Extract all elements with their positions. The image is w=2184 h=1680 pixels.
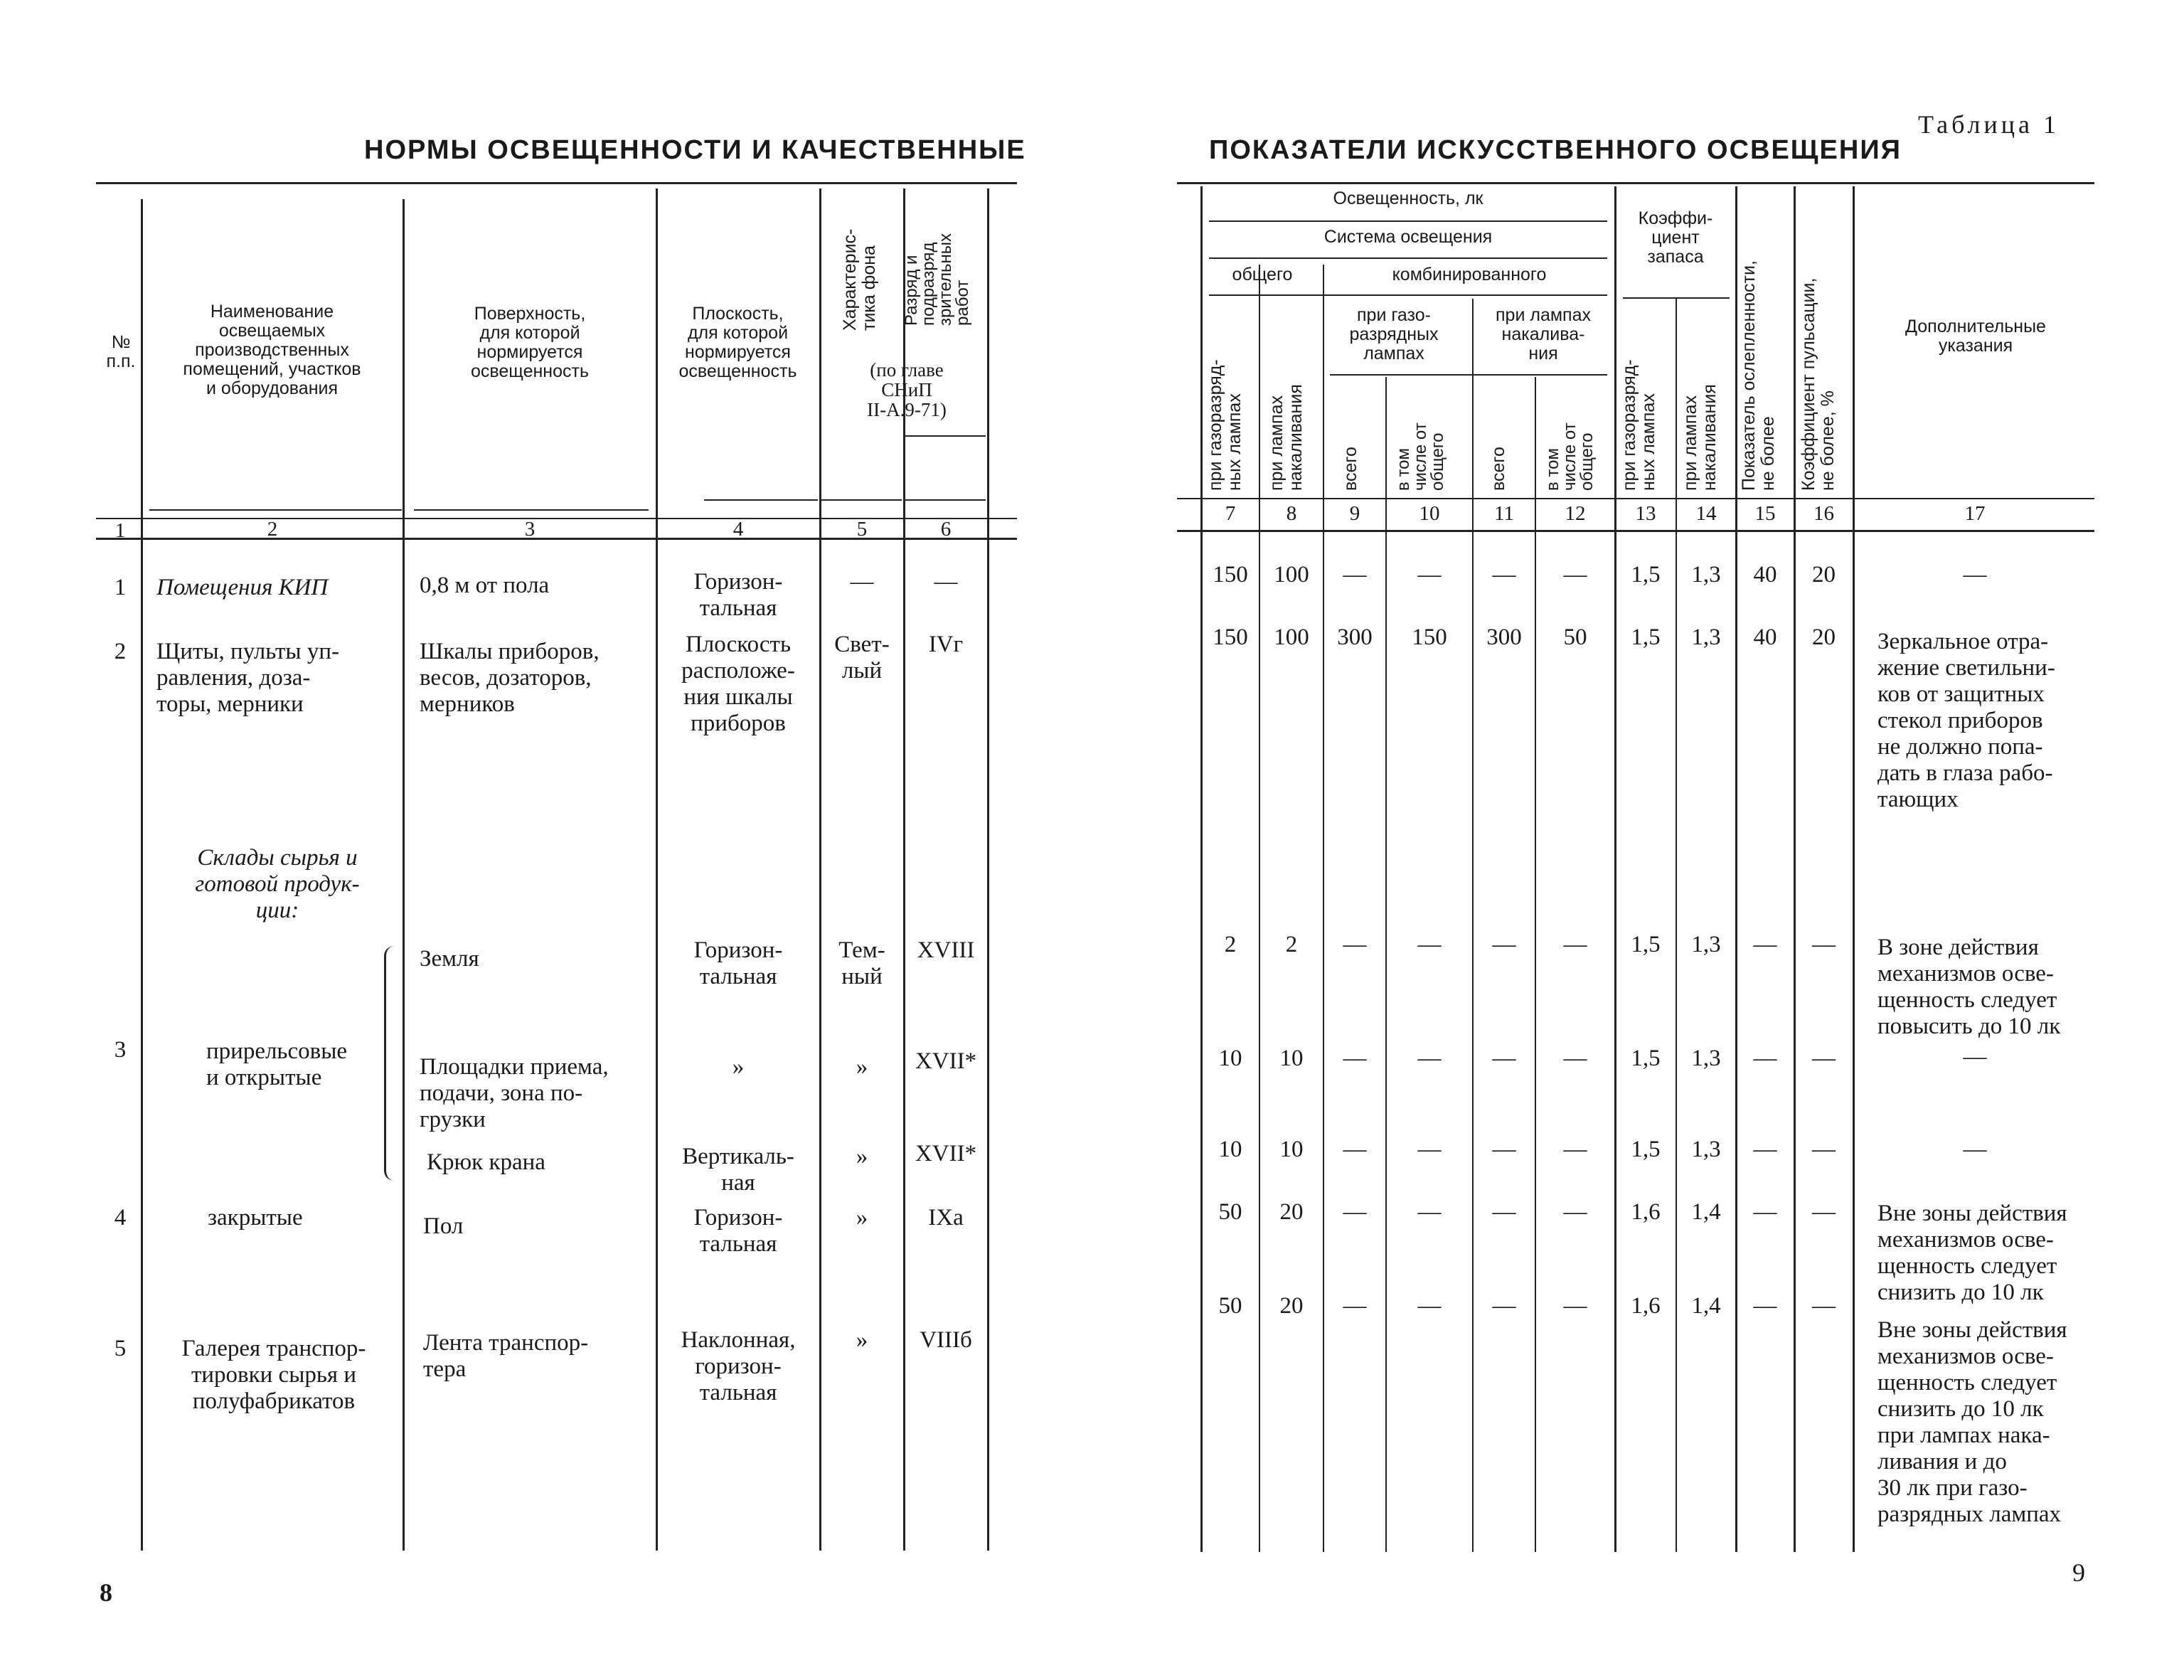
- row3c-plane: Вертикаль- ная: [682, 1144, 794, 1196]
- row-1-col-9-value: 300: [1337, 624, 1373, 650]
- row-1-col-10-value: 150: [1412, 624, 1447, 650]
- row3c-note: —: [1963, 1137, 1987, 1162]
- row-0-col-13-value: 1,5: [1631, 562, 1661, 588]
- header-col8: при лампах накаливания: [1267, 384, 1306, 491]
- row2-plane: Плоскость расположе- ния шкалы приборов: [681, 632, 795, 736]
- row-7-col-7-value: 50: [1218, 1293, 1242, 1319]
- row2-number: 2: [114, 639, 127, 664]
- row5-surface: Лента транспор- тера: [423, 1330, 589, 1382]
- col-number: 4: [733, 518, 744, 541]
- col-number: 2: [267, 518, 278, 541]
- row-4-col-8-value: 10: [1279, 1046, 1304, 1071]
- row1-surface: 0,8 м от пола: [420, 573, 550, 598]
- row-1-col-14-value: 1,3: [1691, 624, 1721, 650]
- left-page-title: НОРМЫ ОСВЕЩЕННОСТИ И КАЧЕСТВЕННЫЕ: [364, 135, 1026, 165]
- header-gas-combined: при газо- разрядных лампах: [1349, 305, 1439, 363]
- col-number: 15: [1754, 502, 1776, 525]
- row-7-col-8-value: 20: [1279, 1293, 1304, 1319]
- row4-number: 4: [114, 1205, 127, 1230]
- header-grade: Разряд и подразряд зрительных работ: [902, 233, 972, 326]
- row-6-col-14-value: 1,4: [1691, 1199, 1721, 1225]
- col-number: 11: [1494, 502, 1514, 525]
- header-illumination: Освещенность, лк: [1333, 188, 1483, 208]
- row3-number: 3: [114, 1037, 127, 1063]
- row-1-col-12-value: 50: [1563, 624, 1587, 650]
- warehouses-heading: Склады сырья и готовой продук- ции:: [195, 845, 360, 923]
- header-col10: в том числе от общего: [1394, 422, 1447, 491]
- row-1-col-7-value: 150: [1213, 624, 1248, 650]
- row-6-col-16-value: —: [1812, 1199, 1836, 1225]
- header-col15: Показатель ослепленности, не более: [1739, 260, 1778, 491]
- row2-note: Зеркальное отра- жение светильни- ков от защитных стекол приборов не должно попа- дать в глаза рабо- тающих: [1877, 629, 2055, 812]
- header-system: Система освещения: [1323, 227, 1493, 247]
- row4-surface: Пол: [423, 1213, 464, 1239]
- row-1-col-15-value: 40: [1753, 624, 1777, 650]
- row-1-col-13-value: 1,5: [1631, 624, 1661, 650]
- row-5-col-8-value: 10: [1279, 1137, 1304, 1162]
- header-inc-combined: при лампах накалива- ния: [1496, 305, 1591, 363]
- row-1-col-8-value: 100: [1274, 624, 1309, 650]
- row-3-col-7-value: 2: [1224, 932, 1237, 957]
- row5-background: »: [856, 1327, 868, 1353]
- row-5-col-9-value: —: [1343, 1137, 1367, 1162]
- row-3-col-9-value: —: [1343, 932, 1367, 957]
- col-number: 16: [1813, 502, 1834, 525]
- row-7-col-14-value: 1,4: [1691, 1293, 1721, 1319]
- row-5-col-7-value: 10: [1218, 1137, 1242, 1162]
- row-7-col-9-value: —: [1343, 1293, 1367, 1319]
- header-number: № п.п.: [106, 332, 136, 371]
- row-0-col-9-value: —: [1343, 562, 1367, 588]
- row3a-surface: Земля: [420, 946, 479, 972]
- header-general: общего: [1232, 265, 1293, 285]
- row-0-col-15-value: 40: [1753, 562, 1777, 588]
- row4-note: Вне зоны действия механизмов осве- щенность следует снизить до 10 лк: [1877, 1201, 2067, 1305]
- header-col12: в том числе от общего: [1543, 422, 1597, 491]
- row-5-col-10-value: —: [1417, 1137, 1442, 1162]
- header-name: Наименование освещаемых производственных помещений, участков и оборудования: [183, 302, 361, 398]
- row-3-col-11-value: —: [1492, 932, 1516, 957]
- header-snip-note: (по главе СНиП II-А.9-71): [867, 359, 947, 420]
- row-6-col-12-value: —: [1563, 1199, 1587, 1225]
- row-6-col-13-value: 1,6: [1631, 1199, 1661, 1225]
- row-4-col-7-value: 10: [1218, 1046, 1242, 1071]
- row3a-background: Тем- ный: [838, 937, 885, 989]
- row3b-background: »: [856, 1054, 868, 1080]
- row5-number: 5: [114, 1336, 127, 1361]
- row1-plane: Горизон- тальная: [693, 569, 783, 621]
- col-number: 5: [856, 518, 868, 541]
- right-page-title: ПОКАЗАТЕЛИ ИСКУССТВЕННОГО ОСВЕЩЕНИЯ: [1209, 135, 1902, 165]
- header-col13: при газоразряд- ных лампах: [1619, 359, 1658, 491]
- row4-grade: IXа: [928, 1205, 964, 1230]
- row3a-plane: Горизон- тальная: [693, 937, 783, 989]
- row-3-col-13-value: 1,5: [1631, 932, 1661, 957]
- row1-note: —: [1963, 562, 1987, 588]
- row4-name: закрытые: [208, 1205, 303, 1230]
- table-label: Таблица 1: [1918, 110, 2060, 139]
- row-4-col-14-value: 1,3: [1691, 1046, 1721, 1071]
- header-col11: всего: [1488, 447, 1508, 491]
- row1-grade: —: [934, 569, 958, 595]
- row-5-col-16-value: —: [1812, 1137, 1836, 1162]
- row-5-col-11-value: —: [1492, 1137, 1516, 1162]
- row3b-plane: »: [732, 1054, 745, 1080]
- page-number-left: 8: [100, 1578, 112, 1607]
- row-0-col-14-value: 1,3: [1691, 562, 1721, 588]
- header-col16: Коэффициент пульсации, не более, %: [1799, 277, 1838, 491]
- row1-name: Помещения КИП: [156, 575, 329, 600]
- row-7-col-15-value: —: [1753, 1293, 1777, 1319]
- col-number: 12: [1565, 502, 1586, 525]
- header-safety-factor: Коэффи- циент запаса: [1638, 208, 1713, 267]
- row-0-col-16-value: 20: [1812, 562, 1836, 588]
- row2-grade: IVг: [928, 632, 964, 657]
- col-number: 9: [1349, 502, 1360, 525]
- row-7-col-12-value: —: [1563, 1293, 1587, 1319]
- row-6-col-9-value: —: [1343, 1199, 1367, 1225]
- row3a-grade: XVIII: [917, 937, 975, 963]
- row-6-col-15-value: —: [1753, 1199, 1777, 1225]
- row-4-col-12-value: —: [1563, 1046, 1587, 1071]
- row4-plane: Горизон- тальная: [693, 1205, 783, 1257]
- col-number: 10: [1419, 502, 1440, 525]
- row-7-col-10-value: —: [1417, 1293, 1442, 1319]
- row5-name: Галерея транспор- тировки сырья и полуфабрикатов: [181, 1336, 366, 1414]
- row-4-col-15-value: —: [1753, 1046, 1777, 1071]
- row-6-col-11-value: —: [1492, 1199, 1516, 1225]
- row-0-col-10-value: —: [1417, 562, 1442, 588]
- header-combined: комбинированного: [1392, 265, 1547, 285]
- row4-background: »: [856, 1205, 868, 1230]
- row-0-col-12-value: —: [1563, 562, 1587, 588]
- row-6-col-8-value: 20: [1279, 1199, 1304, 1225]
- row-4-col-11-value: —: [1492, 1046, 1516, 1071]
- row-3-col-14-value: 1,3: [1691, 932, 1721, 957]
- row-5-col-12-value: —: [1563, 1137, 1587, 1162]
- row3c-grade: XVII*: [915, 1141, 977, 1166]
- row2-surface: Шкалы приборов, весов, дозаторов, мерников: [420, 639, 600, 717]
- row-0-col-7-value: 150: [1213, 562, 1248, 588]
- row-0-col-8-value: 100: [1274, 562, 1309, 588]
- header-col9: всего: [1341, 447, 1360, 491]
- row1-number: 1: [114, 575, 127, 600]
- row-6-col-7-value: 50: [1218, 1199, 1242, 1225]
- row-4-col-10-value: —: [1417, 1046, 1442, 1071]
- row5-note: Вне зоны действия механизмов осве- щенность следует снизить до 10 лк при лампах нака- ливания и до 30 лк при газо- разрядных лампах: [1877, 1317, 2067, 1527]
- col-number: 1: [114, 519, 126, 542]
- row-3-col-10-value: —: [1417, 932, 1442, 957]
- col-number: 17: [1964, 502, 1986, 525]
- col-number: 7: [1225, 502, 1236, 525]
- row-4-col-16-value: —: [1812, 1046, 1836, 1071]
- header-notes: Дополнительные указания: [1905, 317, 2046, 356]
- header-col7: при газоразряд- ных лампах: [1205, 359, 1245, 491]
- row-4-col-9-value: —: [1343, 1046, 1367, 1071]
- header-surface: Поверхность, для которой нормируется освещенность: [471, 304, 589, 381]
- row-5-col-15-value: —: [1753, 1137, 1777, 1162]
- row-0-col-11-value: —: [1492, 562, 1516, 588]
- row2-name: Щиты, пульты уп- равления, доза- торы, мерники: [156, 639, 340, 717]
- row3-name: прирельсовые и открытые: [206, 1038, 348, 1090]
- row-5-col-14-value: 1,3: [1691, 1137, 1721, 1162]
- row-4-col-13-value: 1,5: [1631, 1046, 1661, 1071]
- row-7-col-16-value: —: [1812, 1293, 1836, 1319]
- col-number: 8: [1286, 502, 1297, 525]
- row3c-background: »: [856, 1144, 868, 1169]
- row3b-note: —: [1963, 1044, 1987, 1070]
- row-5-col-13-value: 1,5: [1631, 1137, 1661, 1162]
- row5-grade: VIIIб: [920, 1327, 972, 1353]
- row3b-grade: XVII*: [915, 1048, 977, 1074]
- row2-background: Свет- лый: [834, 632, 890, 684]
- row3c-surface: Крюк крана: [427, 1149, 545, 1175]
- col-number: 6: [940, 518, 952, 541]
- header-col14: при лампах накаливания: [1680, 384, 1720, 491]
- col-number: 13: [1635, 502, 1656, 525]
- row-7-col-11-value: —: [1492, 1293, 1516, 1319]
- row-7-col-13-value: 1,6: [1631, 1293, 1661, 1319]
- row-3-col-15-value: —: [1753, 932, 1777, 957]
- col-number: 3: [524, 518, 536, 541]
- row1-background: —: [850, 569, 874, 595]
- page-number-right: 9: [2072, 1558, 2085, 1587]
- row-1-col-16-value: 20: [1812, 624, 1836, 650]
- row3b-surface: Площадки приема, подачи, зона по- грузки: [420, 1054, 609, 1132]
- row5-plane: Наклонная, горизон- тальная: [681, 1327, 796, 1405]
- header-background: Характерис- тика фона: [840, 228, 879, 331]
- row-6-col-10-value: —: [1417, 1199, 1442, 1225]
- row-1-col-11-value: 300: [1486, 624, 1522, 650]
- row3-left-brace: [384, 946, 399, 1181]
- row-3-col-8-value: 2: [1285, 932, 1298, 957]
- header-plane: Плоскость, для которой нормируется освещенность: [678, 304, 797, 381]
- row3a-note: В зоне действия механизмов осве- щенность следует повысить до 10 лк: [1877, 935, 2061, 1039]
- row-3-col-12-value: —: [1563, 932, 1587, 957]
- row-3-col-16-value: —: [1812, 932, 1836, 957]
- col-number: 14: [1695, 502, 1717, 525]
